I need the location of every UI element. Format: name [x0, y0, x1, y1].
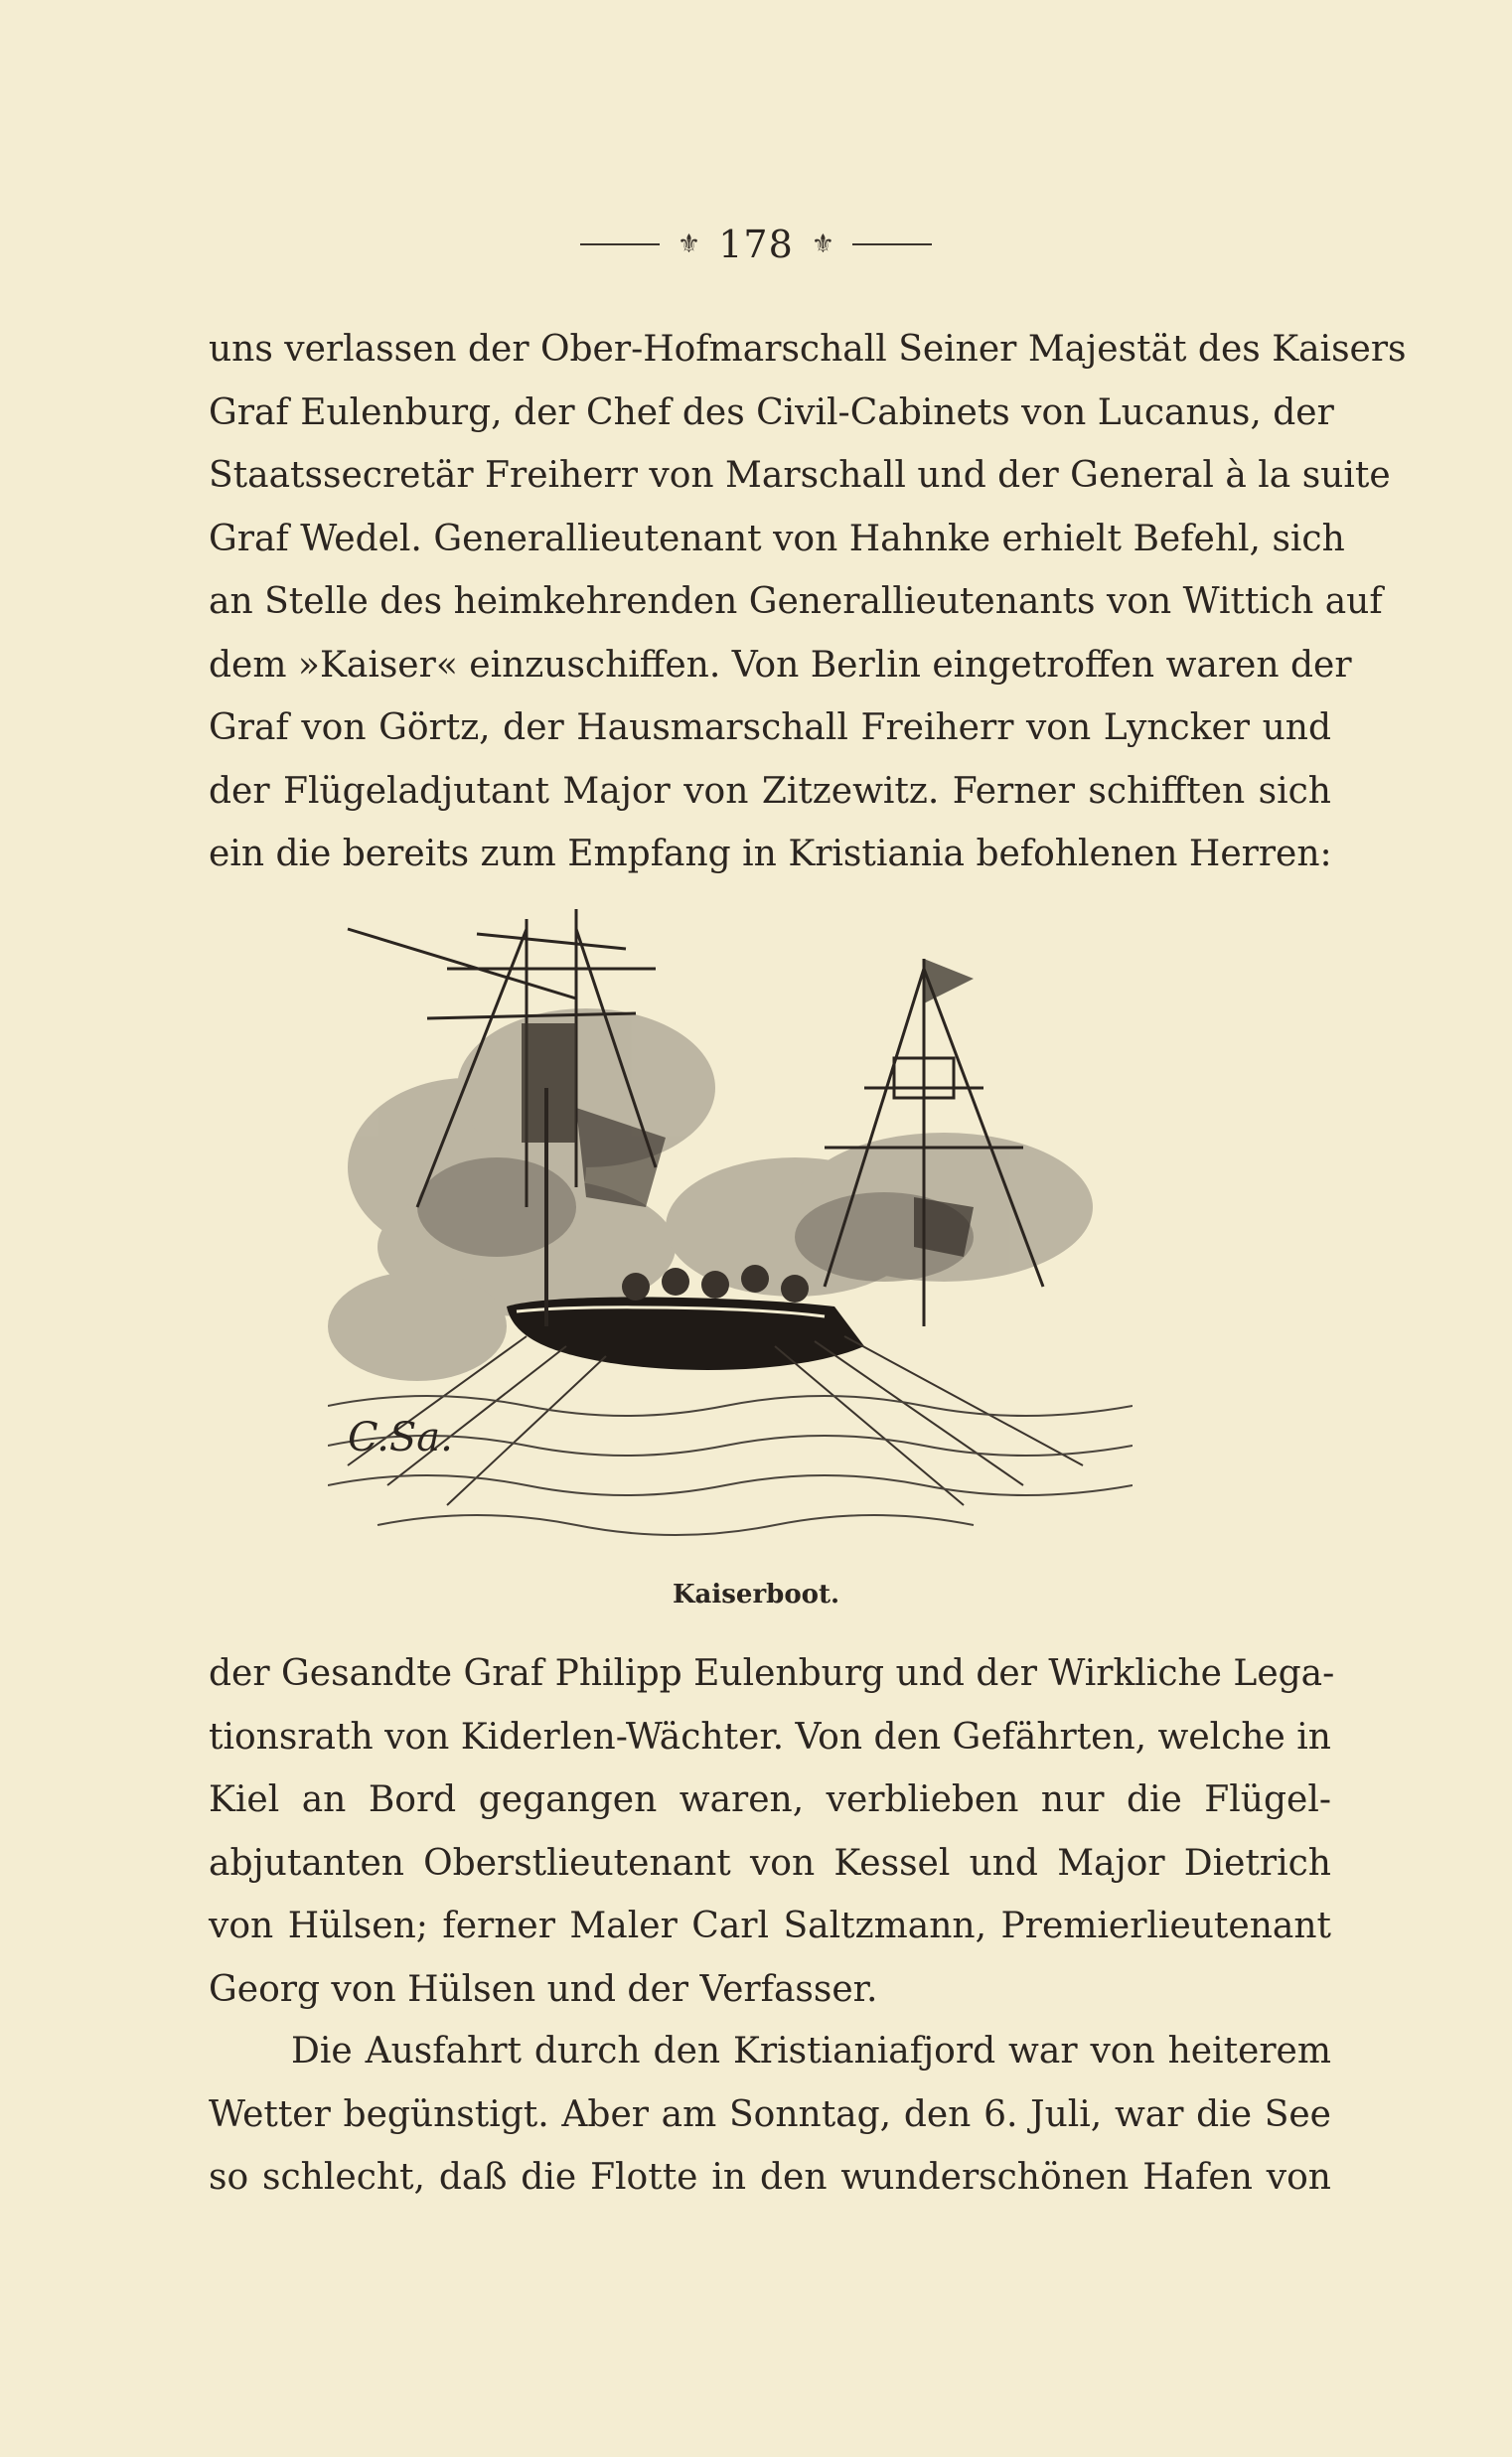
text-line: Die Ausfahrt durch den Kristianiafjord war von heiterem	[291, 2031, 1331, 2072]
paragraph-3	[209, 2020, 1331, 2210]
text-line: Graf Wedel. Generallieutenant von Hahnke erhielt Befehl, sich	[209, 518, 1345, 559]
paragraph-1	[209, 318, 1407, 886]
page-header	[0, 223, 1512, 266]
fleuron-right-icon: ⚜	[811, 230, 835, 259]
kaiserboot-illustration	[328, 909, 1133, 1565]
text-line: von Hülsen; ferner Maler Carl Saltzmann, Premierlieutenant	[209, 1906, 1331, 1946]
figure-caption: Kaiserboot.	[672, 1580, 840, 1610]
text-line: ein die bereits zum Empfang in Kristiania befohlenen Herren:	[209, 834, 1332, 874]
text-line: an Stelle des heimkehrenden Generallieutenants von Wittich auf	[209, 581, 1383, 622]
header-rule-left	[580, 243, 660, 245]
text-line: abjutanten Oberstlieutenant von Kessel und Major Dietrich	[209, 1842, 1331, 1884]
text-line: Georg von Hülsen und der Verfasser.	[209, 1968, 878, 2010]
paragraph-2	[209, 1642, 1335, 2021]
text-line: der Gesandte Graf Philipp Eulenburg und der Wirkliche Lega-	[209, 1653, 1335, 1694]
text-line: Kiel an Bord gegangen waren, verblieben nur die Flügel-	[209, 1779, 1331, 1820]
text-line: tionsrath von Kiderlen-Wächter. Von den Gefährten, welche in	[209, 1716, 1331, 1758]
text-line: Wetter begünstigt. Aber am Sonntag, den 6. Juli, war die See	[209, 2093, 1331, 2135]
header-rule-right	[852, 243, 932, 245]
artist-signature: C.Sa.	[348, 1415, 453, 1460]
text-line: Graf von Görtz, der Hausmarschall Freiherr von Lyncker und	[209, 707, 1331, 748]
text-line: Staatssecretär Freiherr von Marschall und der General à la suite	[209, 455, 1391, 496]
text-line: der Flügeladjutant Major von Zitzewitz. Ferner schifften sich	[209, 770, 1331, 812]
page-number: 178	[718, 223, 794, 266]
engraving-image	[328, 909, 1133, 1565]
text-line: so schlecht, daß die Flotte in den wunderschönen Hafen von	[209, 2157, 1331, 2198]
text-line: Graf Eulenburg, der Chef des Civil-Cabinets von Lucanus, der	[209, 391, 1334, 433]
text-line: uns verlassen der Ober-Hofmarschall Seiner Majestät des Kaisers	[209, 329, 1407, 370]
fleuron-left-icon: ⚜	[677, 230, 701, 259]
text-line: dem »Kaiser« einzuschiffen. Von Berlin eingetroffen waren der	[209, 644, 1352, 686]
